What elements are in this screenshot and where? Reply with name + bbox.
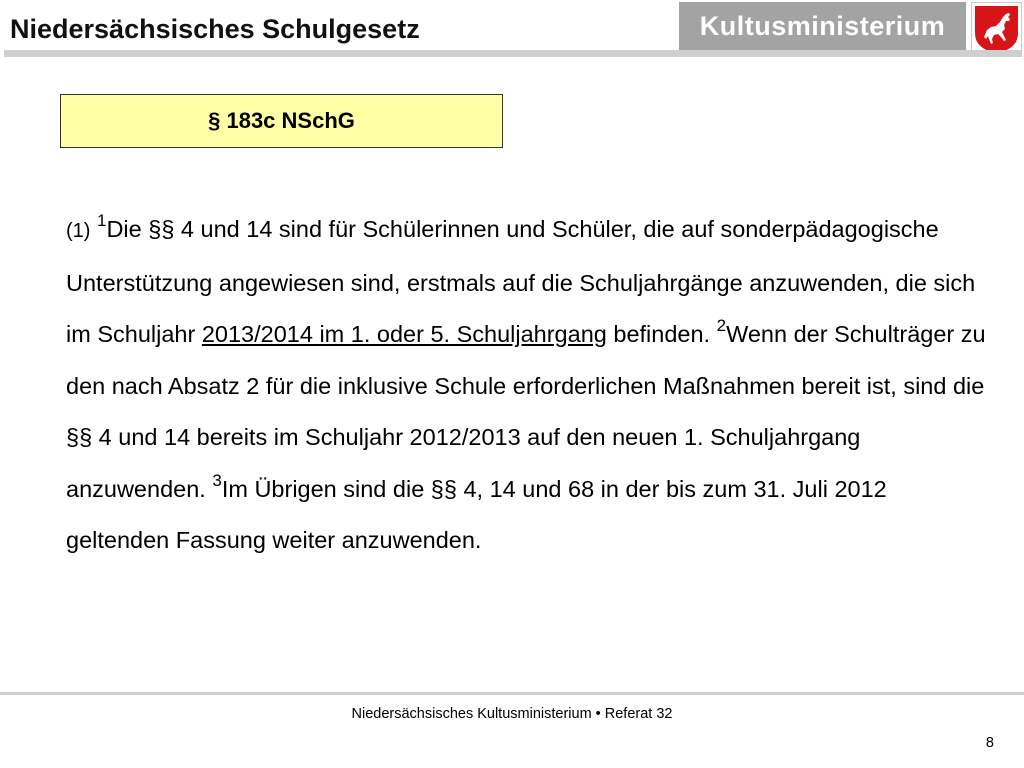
- sentence-3-text: Im Übrigen sind die §§ 4, 14 und 68 in der bis zum 31. Juli 2012 geltenden Fassung weiter anzuwenden.: [66, 475, 887, 553]
- sentence-2-text: Wenn der Schulträger zu den nach Absatz 2 für die inklusive Schule erforderlichen Maßnahmen bereit ist, sind die §§ 4 und 14 bereits im Schuljahr 2012/2013 auf den neuen 1. Schuljahrgang anzuwenden.: [66, 321, 986, 502]
- footer-text: Niedersächsisches Kultusministerium • Referat 32: [351, 706, 673, 722]
- section-heading: § 183c NSchG: [208, 108, 355, 133]
- law-paragraph: [66, 204, 996, 567]
- header-divider: [4, 50, 1022, 57]
- sentence-1-text: Die §§ 4 und 14 sind für Schülerinnen und Schüler, die auf sonderpädagogische Unterstützung angewiesen sind, erstmals auf die Schuljahrgänge anzuwenden, die sich im Schuljahr: [66, 216, 976, 347]
- footer-divider: [0, 692, 1024, 695]
- sentence-number-2: 2: [716, 316, 727, 336]
- page-title: Niedersächsisches Schulgesetz: [10, 14, 420, 44]
- sentence-1-end: befinden.: [606, 321, 717, 347]
- sentence-number-1: 1: [96, 211, 107, 231]
- logo-text: Kultusministerium: [699, 10, 946, 41]
- sentence-number-3: 3: [212, 470, 222, 490]
- sentence-1-underlined: 2013/2014 im 1. oder 5. Schuljahrgang: [201, 321, 607, 347]
- lower-saxony-horse-icon: [971, 2, 1022, 56]
- paragraph-number: (1): [66, 220, 91, 242]
- page-number: 8: [985, 735, 994, 751]
- section-heading-box: [60, 94, 503, 148]
- ministry-logo: [679, 2, 966, 50]
